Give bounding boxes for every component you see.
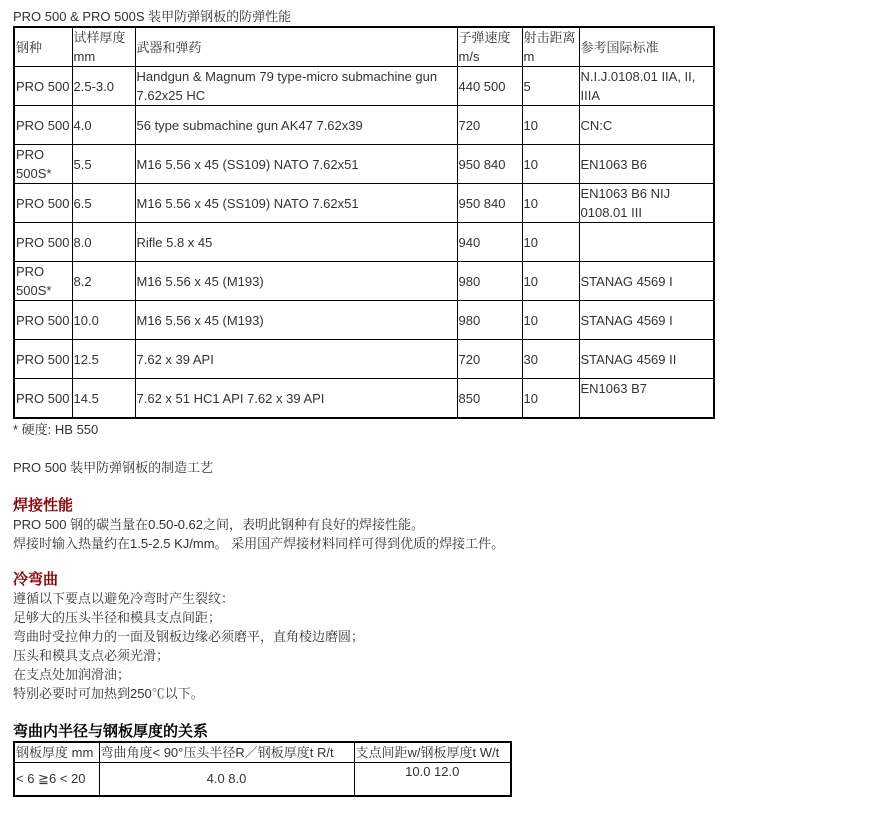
cell-distance: 10 xyxy=(522,301,579,340)
spec-table-caption: PRO 500 & PRO 500S 装甲防弹钢板的防弹性能 xyxy=(13,9,292,24)
header-distance: 射击距离m xyxy=(522,27,579,67)
table-row xyxy=(14,763,511,797)
cell-thickness: 8.2 xyxy=(72,262,135,301)
cold-bending-line: 压头和模具支点必须光滑； xyxy=(13,648,170,663)
manufacturing-process-title: PRO 500 装甲防弹钢板的制造工艺 xyxy=(13,460,214,475)
header-thickness: 试样厚度mm xyxy=(72,27,135,67)
cold-bending-line: 遵循以下要点以避免冷弯时产生裂纹： xyxy=(13,591,235,606)
cell-weapon-ammo: M16 5.56 x 45 (M193) xyxy=(135,301,457,340)
cell-steel-grade: PRO 500S* xyxy=(14,262,72,301)
cell-standard: CN:C xyxy=(579,106,714,145)
cell-steel-grade: PRO 500 xyxy=(14,67,72,106)
bend-header-thickness: 钢板厚度 mm xyxy=(14,742,99,763)
bend-cell-thickness: < 6 ≧6 < 20 xyxy=(14,763,99,797)
welding-line: PRO 500 钢的碳当量在0.50-0.62之间，表明此钢种有良好的焊接性能。 xyxy=(13,517,425,532)
cell-distance: 10 xyxy=(522,145,579,184)
header-steel-grade: 钢种 xyxy=(14,27,72,67)
cell-velocity: 940 xyxy=(457,223,522,262)
table-row xyxy=(14,145,714,184)
cold-bending-line: 特别必要时可加热到250℃以下。 xyxy=(13,686,204,701)
bend-header-radius-ratio: 弯曲角度< 90°压头半径R／钢板厚度t R/t xyxy=(99,742,354,763)
cold-bending-line: 弯曲时受拉伸力的一面及钢板边缘必须磨平，直角棱边磨圆； xyxy=(13,629,365,644)
table-row xyxy=(14,106,714,145)
cell-thickness: 8.0 xyxy=(72,223,135,262)
cell-velocity: 720 xyxy=(457,340,522,379)
cell-velocity: 950 840 xyxy=(457,145,522,184)
table-row xyxy=(14,340,714,379)
bend-cell-radius-ratio: 4.0 8.0 xyxy=(99,763,354,797)
cell-steel-grade: PRO 500 xyxy=(14,301,72,340)
cell-weapon-ammo: Handgun & Magnum 79 type-micro submachine gun 7.62x25 HC xyxy=(135,67,457,106)
cell-distance: 10 xyxy=(522,184,579,223)
cell-distance: 30 xyxy=(522,340,579,379)
table-header-row xyxy=(14,27,714,67)
cell-steel-grade: PRO 500 xyxy=(14,340,72,379)
bend-header-row xyxy=(14,742,511,763)
cell-weapon-ammo: 7.62 x 51 HC1 API 7.62 x 39 API xyxy=(135,379,457,419)
bend-header-span-ratio: 支点间距w/钢板厚度t W/t xyxy=(354,742,511,763)
cell-thickness: 10.0 xyxy=(72,301,135,340)
welding-section-title: 焊接性能 xyxy=(13,496,74,514)
cell-steel-grade: PRO 500 xyxy=(14,184,72,223)
cell-standard: EN1063 B6 NIJ 0108.01 III xyxy=(579,184,714,223)
cell-weapon-ammo: M16 5.56 x 45 (M193) xyxy=(135,262,457,301)
cell-weapon-ammo: M16 5.56 x 45 (SS109) NATO 7.62x51 xyxy=(135,184,457,223)
cell-velocity: 980 xyxy=(457,262,522,301)
cell-thickness: 5.5 xyxy=(72,145,135,184)
cell-standard: EN1063 B7 xyxy=(579,379,714,419)
cell-distance: 10 xyxy=(522,262,579,301)
cell-standard: STANAG 4569 I xyxy=(579,262,714,301)
cell-weapon-ammo: M16 5.56 x 45 (SS109) NATO 7.62x51 xyxy=(135,145,457,184)
cell-thickness: 4.0 xyxy=(72,106,135,145)
cell-thickness: 14.5 xyxy=(72,379,135,419)
cell-distance: 10 xyxy=(522,106,579,145)
cell-standard: STANAG 4569 II xyxy=(579,340,714,379)
cell-distance: 5 xyxy=(522,67,579,106)
cell-steel-grade: PRO 500 xyxy=(14,223,72,262)
cell-weapon-ammo: 56 type submachine gun AK47 7.62x39 xyxy=(135,106,457,145)
cell-standard: N.I.J.0108.01 IIA, II, IIIA xyxy=(579,67,714,106)
table-row xyxy=(14,379,714,419)
cell-standard xyxy=(579,223,714,262)
cell-standard: STANAG 4569 I xyxy=(579,301,714,340)
cell-thickness: 12.5 xyxy=(72,340,135,379)
document-page xyxy=(13,8,883,797)
bend-relation-table xyxy=(13,741,512,797)
welding-line: 焊接时输入热量约在1.5-2.5 KJ/mm。 采用国产焊接材料同样可得到优质的焊接工件。 xyxy=(13,536,505,551)
cell-weapon-ammo: 7.62 x 39 API xyxy=(135,340,457,379)
cell-weapon-ammo: Rifle 5.8 x 45 xyxy=(135,223,457,262)
bend-relation-title: 弯曲内半径与钢板厚度的关系 xyxy=(13,722,209,740)
bend-cell-span-ratio: 10.0 12.0 xyxy=(354,763,511,797)
cell-thickness: 2.5-3.0 xyxy=(72,67,135,106)
cell-velocity: 440 500 xyxy=(457,67,522,106)
cell-steel-grade: PRO 500S* xyxy=(14,145,72,184)
table-row xyxy=(14,262,714,301)
cell-steel-grade: PRO 500 xyxy=(14,379,72,419)
cell-distance: 10 xyxy=(522,379,579,419)
hardness-note: * 硬度: HB 550 xyxy=(13,422,99,437)
cold-bending-line: 在支点处加润滑油； xyxy=(13,667,131,682)
table-row xyxy=(14,223,714,262)
cold-bending-section-title: 冷弯曲 xyxy=(13,570,59,588)
cell-velocity: 850 xyxy=(457,379,522,419)
header-weapon-ammo: 武器和弹药 xyxy=(135,27,457,67)
table-row xyxy=(14,301,714,340)
cold-bending-line: 足够大的压头半径和模具支点间距； xyxy=(13,610,222,625)
ballistic-performance-table xyxy=(13,26,715,419)
cell-steel-grade: PRO 500 xyxy=(14,106,72,145)
cell-standard: EN1063 B6 xyxy=(579,145,714,184)
cell-velocity: 720 xyxy=(457,106,522,145)
cell-velocity: 950 840 xyxy=(457,184,522,223)
cell-distance: 10 xyxy=(522,223,579,262)
cell-thickness: 6.5 xyxy=(72,184,135,223)
header-velocity: 子弹速度m/s xyxy=(457,27,522,67)
cell-velocity: 980 xyxy=(457,301,522,340)
table-row xyxy=(14,67,714,106)
header-standard: 参考国际标准 xyxy=(579,27,714,67)
table-row xyxy=(14,184,714,223)
